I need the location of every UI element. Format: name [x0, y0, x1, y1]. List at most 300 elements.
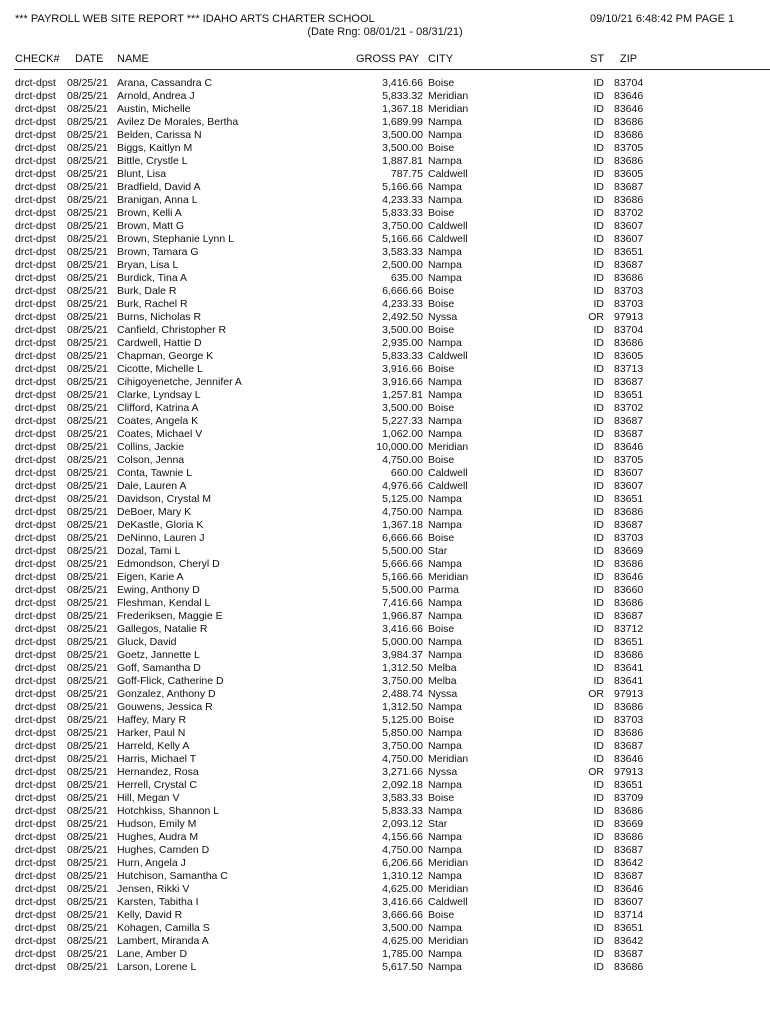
city-cell: Nampa — [428, 519, 462, 531]
state-cell: ID — [593, 532, 604, 544]
state-cell: ID — [593, 935, 604, 947]
city-cell: Nyssa — [428, 311, 458, 323]
name-cell: Burdick, Tina A — [117, 272, 188, 284]
state-cell: ID — [593, 103, 604, 115]
table-row — [0, 194, 770, 207]
zip-cell: 83687 — [614, 376, 644, 388]
check-cell: drct-dpst — [15, 181, 56, 193]
state-cell: ID — [593, 337, 604, 349]
state-cell: ID — [593, 272, 604, 284]
table-row — [0, 818, 770, 831]
zip-cell: 83686 — [614, 727, 644, 739]
check-cell: drct-dpst — [15, 285, 56, 297]
table-row — [0, 584, 770, 597]
name-cell: Dozal, Tami L — [117, 545, 181, 557]
table-row — [0, 727, 770, 740]
name-cell: Karsten, Tabitha I — [117, 896, 199, 908]
name-cell: Avilez De Morales, Bertha — [117, 116, 239, 128]
name-cell: Gonzalez, Anthony D — [117, 688, 216, 700]
city-cell: Nampa — [428, 129, 462, 141]
gross-pay-cell: 5,666.66 — [382, 558, 423, 570]
check-cell: drct-dpst — [15, 675, 56, 687]
zip-cell: 83642 — [614, 935, 644, 947]
name-cell: Arnold, Andrea J — [117, 90, 195, 102]
col-gross: GROSS PAY — [356, 53, 420, 65]
state-cell: ID — [593, 779, 604, 791]
table-row — [0, 90, 770, 103]
zip-cell: 83686 — [614, 194, 644, 206]
date-cell: 08/25/21 — [67, 259, 108, 271]
state-cell: ID — [593, 883, 604, 895]
name-cell: Hill, Megan V — [117, 792, 180, 804]
zip-cell: 83702 — [614, 207, 644, 219]
table-row — [0, 883, 770, 896]
table-row — [0, 246, 770, 259]
gross-pay-cell: 660.00 — [390, 467, 423, 479]
gross-pay-cell: 4,625.00 — [382, 935, 423, 947]
state-cell: ID — [593, 129, 604, 141]
city-cell: Nampa — [428, 831, 462, 843]
check-cell: drct-dpst — [15, 155, 56, 167]
name-cell: Colson, Jenna — [117, 454, 185, 466]
date-cell: 08/25/21 — [67, 519, 108, 531]
table-row — [0, 129, 770, 142]
table-row — [0, 766, 770, 779]
date-cell: 08/25/21 — [67, 597, 108, 609]
date-cell: 08/25/21 — [67, 155, 108, 167]
gross-pay-cell: 2,488.74 — [382, 688, 423, 700]
date-cell: 08/25/21 — [67, 337, 108, 349]
state-cell: ID — [593, 207, 604, 219]
city-cell: Star — [428, 818, 448, 830]
table-row — [0, 454, 770, 467]
zip-cell: 83713 — [614, 363, 644, 375]
col-date: DATE — [75, 53, 104, 65]
check-cell: drct-dpst — [15, 649, 56, 661]
table-row — [0, 844, 770, 857]
city-cell: Nampa — [428, 415, 462, 427]
city-cell: Nampa — [428, 259, 462, 271]
city-cell: Caldwell — [428, 220, 468, 232]
check-cell: drct-dpst — [15, 337, 56, 349]
zip-cell: 83607 — [614, 467, 644, 479]
state-cell: ID — [593, 831, 604, 843]
check-cell: drct-dpst — [15, 727, 56, 739]
city-cell: Boise — [428, 402, 455, 414]
check-cell: drct-dpst — [15, 818, 56, 830]
date-cell: 08/25/21 — [67, 610, 108, 622]
city-cell: Caldwell — [428, 896, 468, 908]
check-cell: drct-dpst — [15, 831, 56, 843]
date-cell: 08/25/21 — [67, 766, 108, 778]
zip-cell: 83607 — [614, 233, 644, 245]
gross-pay-cell: 1,785.00 — [382, 948, 423, 960]
table-row — [0, 77, 770, 90]
city-cell: Nampa — [428, 116, 462, 128]
gross-pay-cell: 5,000.00 — [382, 636, 423, 648]
date-cell: 08/25/21 — [67, 246, 108, 258]
state-cell: ID — [593, 636, 604, 648]
check-cell: drct-dpst — [15, 129, 56, 141]
name-cell: Brown, Matt G — [117, 220, 185, 232]
table-row — [0, 428, 770, 441]
city-cell: Boise — [428, 714, 455, 726]
zip-cell: 83686 — [614, 961, 644, 973]
city-cell: Caldwell — [428, 168, 468, 180]
state-cell: ID — [593, 428, 604, 440]
state-cell: ID — [593, 90, 604, 102]
table-row — [0, 493, 770, 506]
table-row — [0, 506, 770, 519]
zip-cell: 83607 — [614, 896, 644, 908]
zip-cell: 97913 — [614, 688, 644, 700]
name-cell: Hudson, Emily M — [117, 818, 197, 830]
check-cell: drct-dpst — [15, 883, 56, 895]
gross-pay-cell: 3,416.66 — [382, 77, 423, 89]
gross-pay-cell: 10,000.00 — [376, 441, 423, 453]
zip-cell: 83703 — [614, 298, 644, 310]
gross-pay-cell: 3,416.66 — [382, 896, 423, 908]
date-cell: 08/25/21 — [67, 688, 108, 700]
state-cell: ID — [593, 597, 604, 609]
table-row — [0, 779, 770, 792]
date-cell: 08/25/21 — [67, 675, 108, 687]
state-cell: ID — [593, 844, 604, 856]
date-cell: 08/25/21 — [67, 883, 108, 895]
zip-cell: 83651 — [614, 922, 644, 934]
name-cell: Goetz, Jannette L — [117, 649, 200, 661]
state-cell: ID — [593, 948, 604, 960]
city-cell: Boise — [428, 324, 455, 336]
city-cell: Nampa — [428, 597, 462, 609]
city-cell: Star — [428, 545, 448, 557]
gross-pay-cell: 6,666.66 — [382, 532, 423, 544]
check-cell: drct-dpst — [15, 766, 56, 778]
check-cell: drct-dpst — [15, 571, 56, 583]
zip-cell: 83651 — [614, 389, 644, 401]
check-cell: drct-dpst — [15, 103, 56, 115]
table-row — [0, 675, 770, 688]
gross-pay-cell: 2,092.18 — [382, 779, 423, 791]
gross-pay-cell: 5,166.66 — [382, 571, 423, 583]
name-cell: DeNinno, Lauren J — [117, 532, 205, 544]
check-cell: drct-dpst — [15, 922, 56, 934]
name-cell: Collins, Jackie — [117, 441, 185, 453]
state-cell: ID — [593, 155, 604, 167]
state-cell: ID — [593, 740, 604, 752]
zip-cell: 83646 — [614, 90, 644, 102]
state-cell: ID — [593, 714, 604, 726]
check-cell: drct-dpst — [15, 597, 56, 609]
zip-cell: 83651 — [614, 493, 644, 505]
name-cell: Cihigoyenetche, Jennifer A — [117, 376, 242, 388]
zip-cell: 83605 — [614, 350, 644, 362]
city-cell: Nampa — [428, 779, 462, 791]
state-cell: ID — [593, 402, 604, 414]
state-cell: ID — [593, 623, 604, 635]
check-cell: drct-dpst — [15, 207, 56, 219]
zip-cell: 83641 — [614, 675, 644, 687]
date-cell: 08/25/21 — [67, 428, 108, 440]
name-cell: Gallegos, Natalie R — [117, 623, 208, 635]
table-row — [0, 103, 770, 116]
name-cell: Jensen, Rikki V — [117, 883, 190, 895]
date-cell: 08/25/21 — [67, 142, 108, 154]
state-cell: OR — [588, 766, 604, 778]
date-cell: 08/25/21 — [67, 480, 108, 492]
name-cell: Haffey, Mary R — [117, 714, 187, 726]
gross-pay-cell: 5,166.66 — [382, 233, 423, 245]
check-cell: drct-dpst — [15, 740, 56, 752]
zip-cell: 83669 — [614, 545, 644, 557]
city-cell: Nampa — [428, 610, 462, 622]
date-cell: 08/25/21 — [67, 818, 108, 830]
name-cell: Canfield, Christopher R — [117, 324, 227, 336]
state-cell: ID — [593, 363, 604, 375]
date-cell: 08/25/21 — [67, 753, 108, 765]
zip-cell: 83651 — [614, 636, 644, 648]
gross-pay-cell: 3,500.00 — [382, 129, 423, 141]
zip-cell: 83705 — [614, 142, 644, 154]
state-cell: ID — [593, 298, 604, 310]
zip-cell: 83646 — [614, 441, 644, 453]
gross-pay-cell: 2,935.00 — [382, 337, 423, 349]
state-cell: ID — [593, 870, 604, 882]
state-cell: ID — [593, 77, 604, 89]
city-cell: Nampa — [428, 428, 462, 440]
zip-cell: 83646 — [614, 571, 644, 583]
zip-cell: 83703 — [614, 714, 644, 726]
name-cell: Arana, Cassandra C — [117, 77, 213, 89]
date-cell: 08/25/21 — [67, 168, 108, 180]
check-cell: drct-dpst — [15, 311, 56, 323]
name-cell: Hughes, Camden D — [117, 844, 210, 856]
city-cell: Nampa — [428, 727, 462, 739]
state-cell: ID — [593, 441, 604, 453]
check-cell: drct-dpst — [15, 441, 56, 453]
zip-cell: 83686 — [614, 272, 644, 284]
col-check: CHECK# — [15, 53, 60, 65]
name-cell: Clifford, Katrina A — [117, 402, 199, 414]
gross-pay-cell: 1,887.81 — [382, 155, 423, 167]
city-cell: Boise — [428, 454, 455, 466]
date-cell: 08/25/21 — [67, 636, 108, 648]
gross-pay-cell: 6,666.66 — [382, 285, 423, 297]
state-cell: ID — [593, 649, 604, 661]
city-cell: Nampa — [428, 922, 462, 934]
date-cell: 08/25/21 — [67, 701, 108, 713]
state-cell: ID — [593, 610, 604, 622]
gross-pay-cell: 3,416.66 — [382, 623, 423, 635]
city-cell: Caldwell — [428, 467, 468, 479]
name-cell: Bryan, Lisa L — [117, 259, 179, 271]
date-cell: 08/25/21 — [67, 194, 108, 206]
city-cell: Nampa — [428, 181, 462, 193]
name-cell: Ewing, Anthony D — [117, 584, 200, 596]
zip-cell: 83687 — [614, 740, 644, 752]
zip-cell: 83702 — [614, 402, 644, 414]
city-cell: Nampa — [428, 558, 462, 570]
col-zip: ZIP — [620, 53, 638, 65]
check-cell: drct-dpst — [15, 519, 56, 531]
name-cell: Burns, Nicholas R — [117, 311, 202, 323]
name-cell: Blunt, Lisa — [117, 168, 167, 180]
city-cell: Boise — [428, 142, 455, 154]
city-cell: Nampa — [428, 701, 462, 713]
gross-pay-cell: 1,310.12 — [382, 870, 423, 882]
check-cell: drct-dpst — [15, 948, 56, 960]
table-row — [0, 259, 770, 272]
state-cell: ID — [593, 259, 604, 271]
table-row — [0, 896, 770, 909]
name-cell: Lambert, Miranda A — [117, 935, 209, 947]
zip-cell: 83687 — [614, 415, 644, 427]
city-cell: Nampa — [428, 389, 462, 401]
check-cell: drct-dpst — [15, 363, 56, 375]
state-cell: ID — [593, 558, 604, 570]
name-cell: Hotchkiss, Shannon L — [117, 805, 220, 817]
check-cell: drct-dpst — [15, 623, 56, 635]
gross-pay-cell: 5,125.00 — [382, 493, 423, 505]
date-cell: 08/25/21 — [67, 727, 108, 739]
check-cell: drct-dpst — [15, 350, 56, 362]
city-cell: Nampa — [428, 194, 462, 206]
date-cell: 08/25/21 — [67, 129, 108, 141]
zip-cell: 83646 — [614, 753, 644, 765]
gross-pay-cell: 1,367.18 — [382, 103, 423, 115]
city-cell: Melba — [428, 675, 457, 687]
state-cell: ID — [593, 805, 604, 817]
gross-pay-cell: 3,750.00 — [382, 675, 423, 687]
date-cell: 08/25/21 — [67, 740, 108, 752]
state-cell: ID — [593, 389, 604, 401]
zip-cell: 83669 — [614, 818, 644, 830]
date-cell: 08/25/21 — [67, 831, 108, 843]
city-cell: Meridian — [428, 571, 469, 583]
gross-pay-cell: 3,583.33 — [382, 246, 423, 258]
zip-cell: 83687 — [614, 948, 644, 960]
city-cell: Nampa — [428, 948, 462, 960]
name-cell: Edmondson, Cheryl D — [117, 558, 220, 570]
gross-pay-cell: 5,850.00 — [382, 727, 423, 739]
gross-pay-cell: 7,416.66 — [382, 597, 423, 609]
check-cell: drct-dpst — [15, 480, 56, 492]
gross-pay-cell: 4,625.00 — [382, 883, 423, 895]
zip-cell: 83686 — [614, 155, 644, 167]
zip-cell: 83687 — [614, 259, 644, 271]
table-row — [0, 857, 770, 870]
city-cell: Meridian — [428, 753, 469, 765]
zip-cell: 83687 — [614, 181, 644, 193]
table-row — [0, 922, 770, 935]
gross-pay-cell: 4,750.00 — [382, 844, 423, 856]
date-cell: 08/25/21 — [67, 909, 108, 921]
state-cell: ID — [593, 350, 604, 362]
name-cell: Frederiksen, Maggie E — [117, 610, 223, 622]
date-cell: 08/25/21 — [67, 662, 108, 674]
date-cell: 08/25/21 — [67, 571, 108, 583]
date-cell: 08/25/21 — [67, 376, 108, 388]
table-row — [0, 298, 770, 311]
gross-pay-cell: 4,233.33 — [382, 298, 423, 310]
check-cell: drct-dpst — [15, 506, 56, 518]
city-cell: Boise — [428, 532, 455, 544]
date-cell: 08/25/21 — [67, 324, 108, 336]
zip-cell: 83686 — [614, 116, 644, 128]
gross-pay-cell: 1,966.87 — [382, 610, 423, 622]
table-row — [0, 571, 770, 584]
check-cell: drct-dpst — [15, 896, 56, 908]
name-cell: Austin, Michelle — [117, 103, 191, 115]
city-cell: Nampa — [428, 844, 462, 856]
zip-cell: 83686 — [614, 701, 644, 713]
gross-pay-cell: 5,500.00 — [382, 545, 423, 557]
check-cell: drct-dpst — [15, 636, 56, 648]
zip-cell: 83607 — [614, 220, 644, 232]
check-cell: drct-dpst — [15, 909, 56, 921]
table-row — [0, 415, 770, 428]
date-cell: 08/25/21 — [67, 896, 108, 908]
city-cell: Nampa — [428, 376, 462, 388]
table-row — [0, 142, 770, 155]
gross-pay-cell: 4,156.66 — [382, 831, 423, 843]
table-row — [0, 792, 770, 805]
table-row — [0, 220, 770, 233]
header-divider — [14, 69, 770, 70]
city-cell: Boise — [428, 285, 455, 297]
check-cell: drct-dpst — [15, 545, 56, 557]
name-cell: Burk, Rachel R — [117, 298, 188, 310]
check-cell: drct-dpst — [15, 753, 56, 765]
gross-pay-cell: 1,367.18 — [382, 519, 423, 531]
date-cell: 08/25/21 — [67, 454, 108, 466]
zip-cell: 83641 — [614, 662, 644, 674]
table-row — [0, 155, 770, 168]
table-row — [0, 363, 770, 376]
table-row — [0, 532, 770, 545]
check-cell: drct-dpst — [15, 246, 56, 258]
city-cell: Boise — [428, 792, 455, 804]
gross-pay-cell: 5,833.33 — [382, 207, 423, 219]
zip-cell: 83687 — [614, 870, 644, 882]
check-cell: drct-dpst — [15, 467, 56, 479]
table-row — [0, 480, 770, 493]
state-cell: ID — [593, 857, 604, 869]
zip-cell: 83646 — [614, 103, 644, 115]
name-cell: Chapman, George K — [117, 350, 214, 362]
gross-pay-cell: 3,500.00 — [382, 142, 423, 154]
state-cell: OR — [588, 311, 604, 323]
table-row — [0, 831, 770, 844]
check-cell: drct-dpst — [15, 779, 56, 791]
state-cell: ID — [593, 519, 604, 531]
name-cell: Gouwens, Jessica R — [117, 701, 213, 713]
date-cell: 08/25/21 — [67, 402, 108, 414]
payroll-table — [0, 77, 770, 974]
zip-cell: 83687 — [614, 519, 644, 531]
check-cell: drct-dpst — [15, 792, 56, 804]
name-cell: Kohagen, Camilla S — [117, 922, 210, 934]
zip-cell: 83712 — [614, 623, 644, 635]
state-cell: OR — [588, 688, 604, 700]
gross-pay-cell: 635.00 — [390, 272, 423, 284]
zip-cell: 83646 — [614, 883, 644, 895]
state-cell: ID — [593, 246, 604, 258]
name-cell: Coates, Michael V — [117, 428, 203, 440]
table-row — [0, 389, 770, 402]
check-cell: drct-dpst — [15, 272, 56, 284]
name-cell: Goff-Flick, Catherine D — [117, 675, 224, 687]
